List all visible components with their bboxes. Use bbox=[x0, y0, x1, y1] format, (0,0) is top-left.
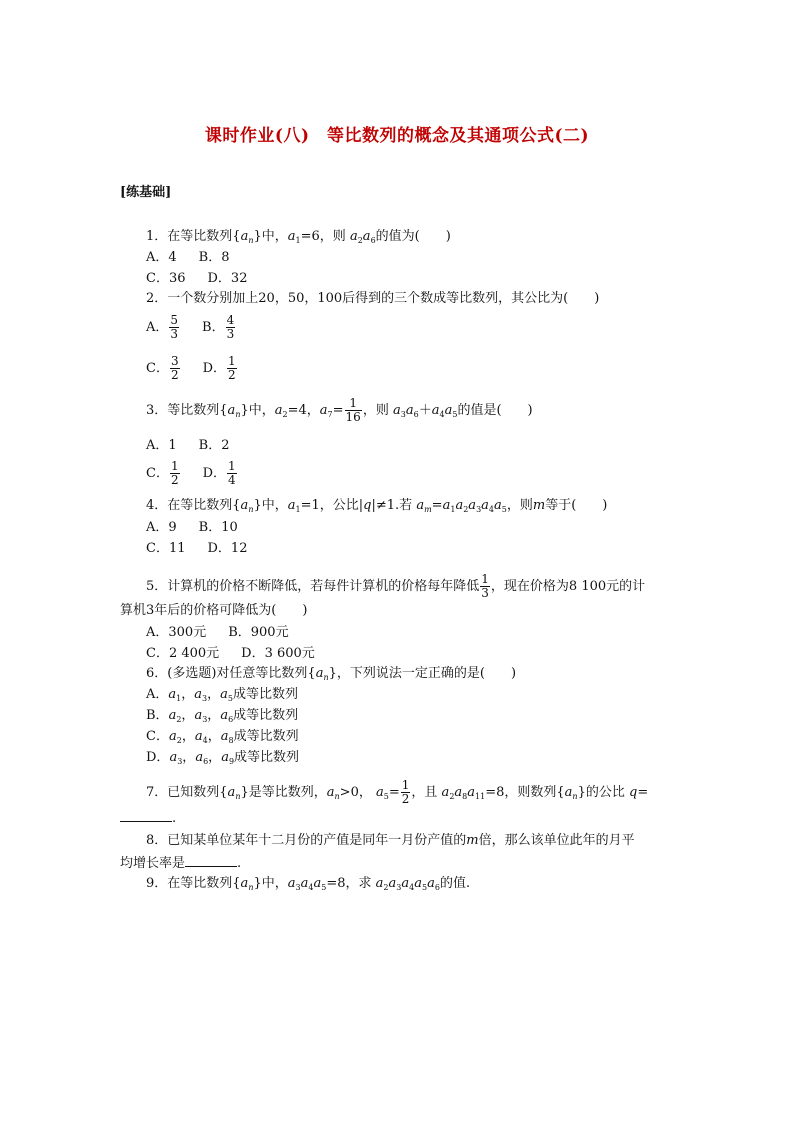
question-5-line-1: 5．计算机的价格不断降低，若每件计算机的价格每年降低 $\frac{1}{3}$ ，现在价格为8 100元的计 bbox=[146, 572, 646, 600]
question-6-option-a: A．$a_1$，$a_3$，$a_5$成等比数列 bbox=[146, 687, 299, 703]
question-8-line-1: 8．已知某单位某年十二月份的产值是同年一月份产值的m倍，那么该单位此年的月平 bbox=[146, 833, 635, 848]
question-9: 9．在等比数列$\{a_n\}$中，$a_3a_4a_5=8$，求 $a_2a_3a_4a_5a_6$的值. bbox=[146, 876, 471, 892]
question-3: 3．等比数列$\{a_n\}$中，$a_2=4$，$a_7=$ $\frac{1}{16}$ ，则 $a_3a_6+a_4a_5$的值是( ) bbox=[146, 396, 533, 424]
question-3-options-cd: C． $\frac{1}{2}$ D． $\frac{1}{4}$ bbox=[146, 459, 236, 487]
question-4-options-cd: C．11 D．12 bbox=[146, 541, 248, 556]
answer-blank bbox=[185, 854, 237, 867]
question-6: 6．(多选题)对任意等比数列$\{a_n\}$，下列说法一定正确的是( ) bbox=[146, 666, 517, 682]
question-5-line-2: 算机3年后的价格可降低为( ) bbox=[120, 603, 308, 618]
question-2: 2．一个数分别加上20，50，100后得到的三个数成等比数列，其公比为( ) bbox=[146, 291, 600, 306]
question-6-option-b: B．$a_2$，$a_3$，$a_6$成等比数列 bbox=[146, 708, 299, 724]
question-3-options-ab: A．1 B．2 bbox=[146, 438, 230, 453]
question-7-line-2: . bbox=[120, 809, 176, 828]
question-1: 1．在等比数列$\{a_n\}$中，$a_1=6$，则 $a_2a_6$的值为( ) bbox=[146, 229, 451, 245]
question-2-options-ab: A． $\frac{5}{3}$ B． $\frac{4}{3}$ bbox=[146, 313, 235, 341]
question-5-options-ab: A．300元 B．900元 bbox=[146, 625, 289, 640]
question-1-options-ab: A．4 B．8 bbox=[146, 250, 230, 265]
page-title: 课时作业(八) 等比数列的概念及其通项公式(二) bbox=[204, 126, 590, 146]
answer-blank bbox=[120, 809, 172, 822]
question-1-options-cd: C．36 D．32 bbox=[146, 271, 248, 286]
question-4-options-ab: A．9 B．10 bbox=[146, 520, 238, 535]
question-7-line-1: 7．已知数列$\{a_n\}$是等比数列，$a_n>0$， $a_5=$ $\frac{1}{2}$ ，且 $a_2a_8a_{11}=8$，则数列$\{a_n\}$的公比 q= bbox=[146, 778, 649, 806]
question-5-options-cd: C．2 400元 D．3 600元 bbox=[146, 646, 315, 661]
question-2-options-cd: C． $\frac{3}{2}$ D． $\frac{1}{2}$ bbox=[146, 354, 236, 382]
question-6-option-d: D．$a_3$，$a_6$，$a_9$成等比数列 bbox=[146, 750, 300, 766]
section-heading: [练基础] bbox=[120, 185, 172, 200]
question-4: 4．在等比数列$\{a_n\}$中，$a_1=1$，公比|q|≠1.若 $a_m=a_1a_2a_3a_4a_5$，则m等于( ) bbox=[146, 498, 608, 514]
question-6-option-c: C．$a_2$，$a_4$，$a_8$成等比数列 bbox=[146, 729, 299, 745]
question-8-line-2: 均增长率是 . bbox=[120, 856, 242, 871]
